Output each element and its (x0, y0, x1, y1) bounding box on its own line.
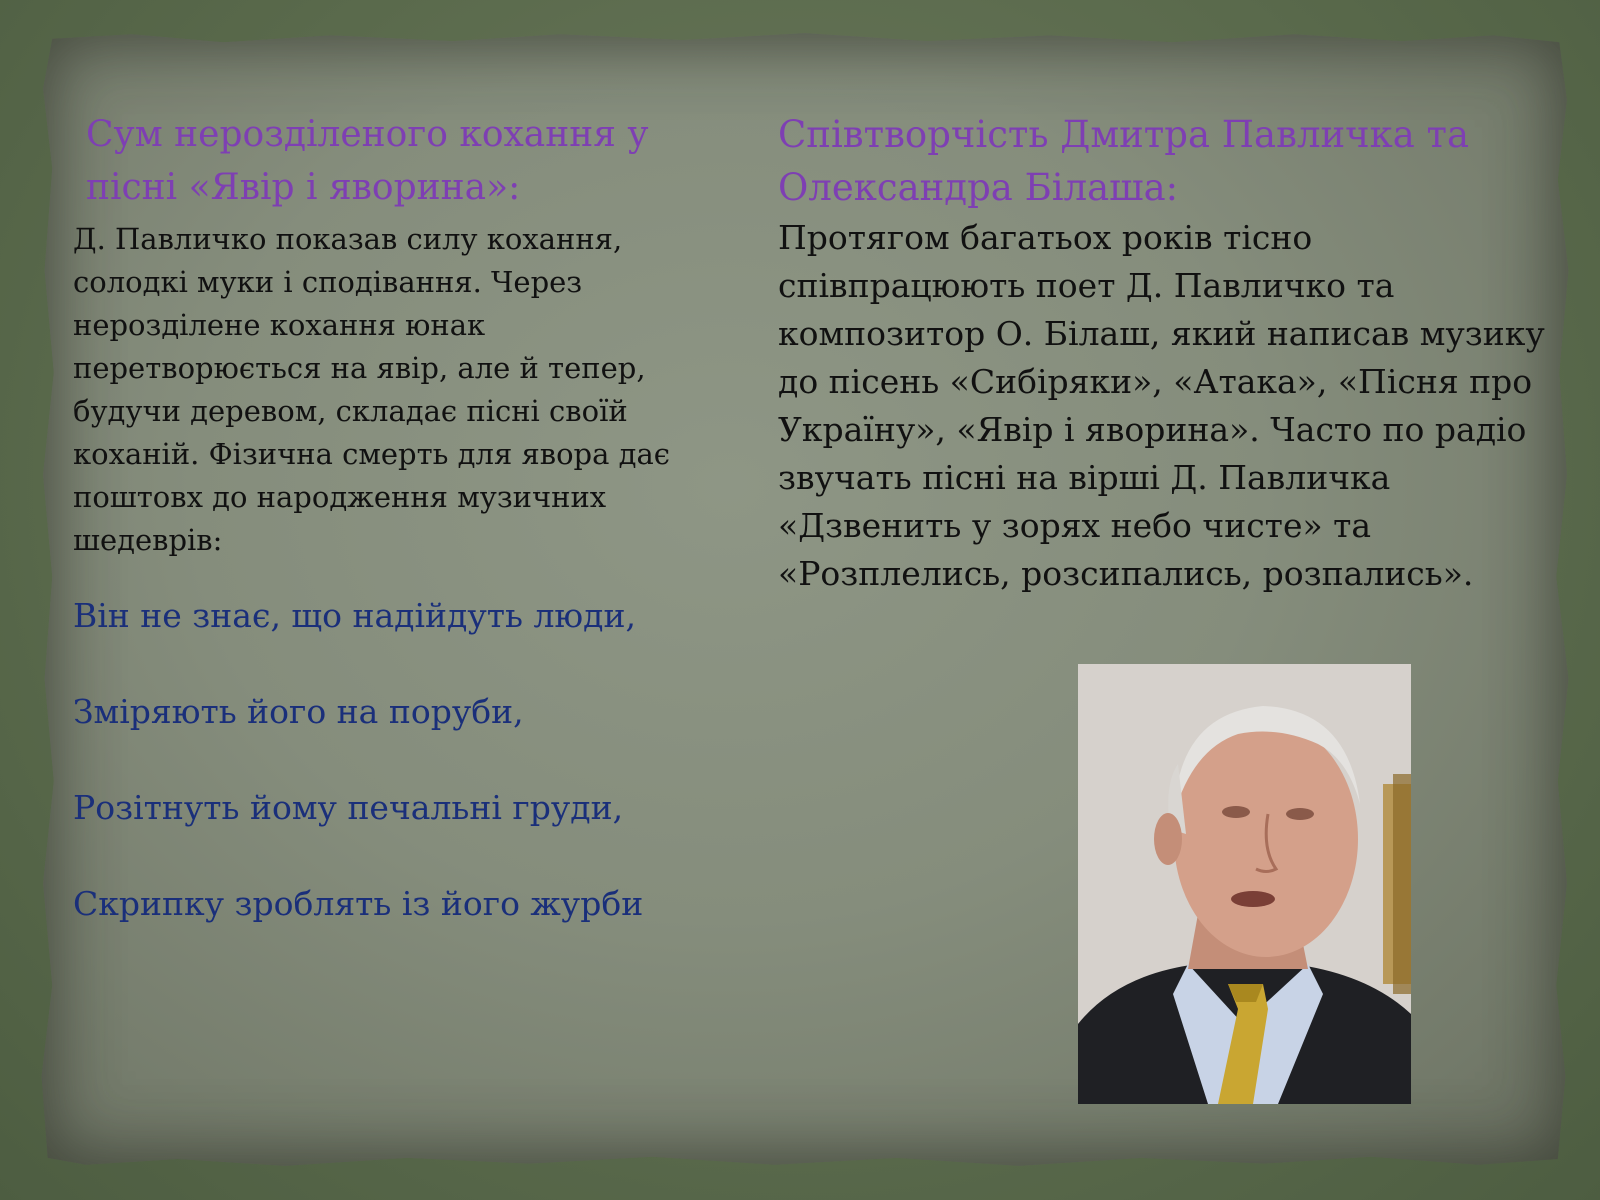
portrait-photo (1078, 664, 1411, 1104)
verse-line-2: Зміряють його на поруби, (73, 692, 524, 731)
portrait-illustration (1078, 664, 1411, 1104)
verse-line-4: Скрипку зроблять із його журби (73, 884, 644, 923)
left-heading: Сум нерозділеного кохання у пісні «Явір і яворина»: (86, 114, 649, 208)
verse-line-1: Він не знає, що надійдуть люди, (73, 596, 636, 635)
verse-block (73, 596, 713, 924)
right-heading: Співтворчість Дмитра Павличка та Олександра Білаша: (778, 113, 1470, 209)
right-body-text: Протягом багатьох років тісно співпрацюють поет Д. Павличко та композитор О. Білаш, який написав музику до пісень «Сибіряки», «Атака», «Пісня про Україну», «Явір і яворина». Часто по радіо звучать пісні на вірші Д. Павличка «Дзвенить у зорях небо чисте» та «Розплелись, розсипались, розпались». (778, 218, 1545, 593)
left-column (73, 108, 713, 924)
right-column (778, 108, 1558, 598)
verse-line-3: Розітнуть йому печальні груди, (73, 788, 624, 827)
left-body-text: Д. Павличко показав силу кохання, солодкі муки і сподівання. Через нерозділене кохання юнак перетворюється на явір, але й тепер, будучи деревом, складає пісні своїй коханій. Фізична смерть для явора дає поштовх до народження музичних шедеврів: (73, 222, 671, 557)
